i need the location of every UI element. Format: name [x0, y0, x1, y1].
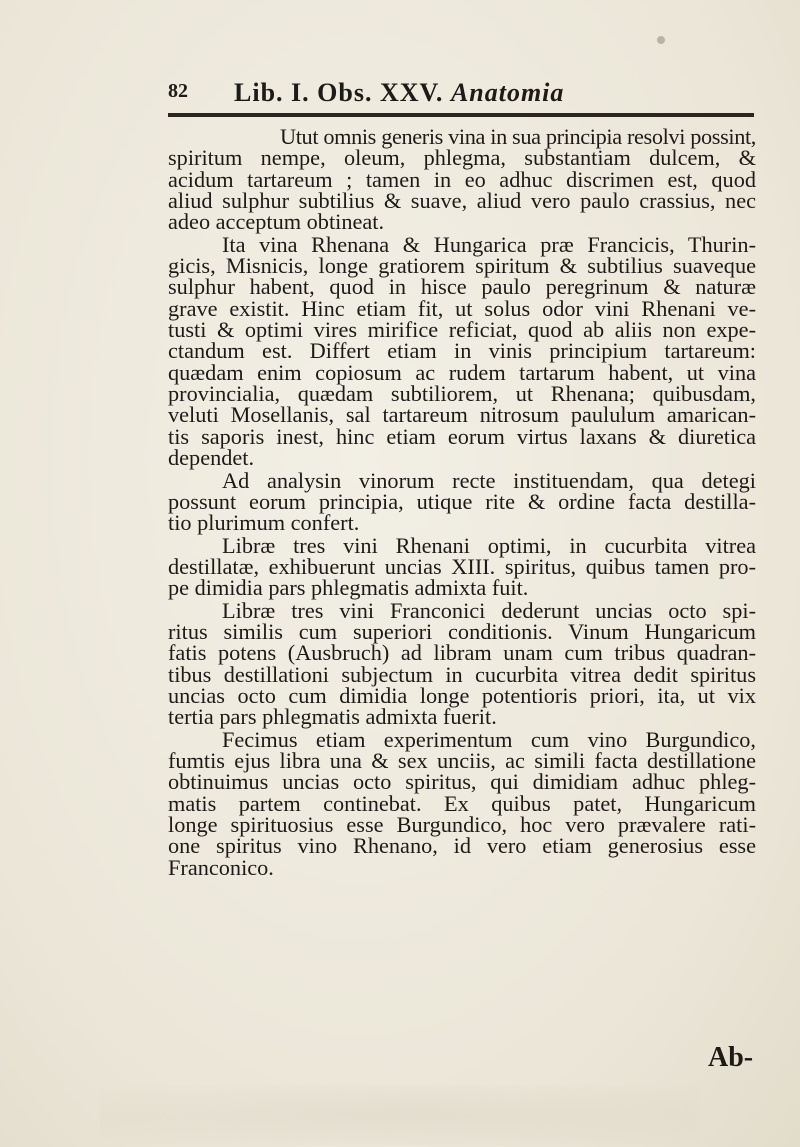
text-line: tis saporis inest, hinc etiam eorum virtus laxans & diuretica: [168, 423, 756, 449]
text-line: dependet.: [168, 445, 255, 471]
text-line: tio plurimum confert.: [168, 510, 360, 536]
text-line: fatis potens (Ausbruch) ad libram unam cum tribus quadran-: [168, 640, 756, 666]
text-line: matis partem continebat. Ex quibus patet, Hungaricum: [168, 790, 756, 816]
text-line: quædam enim copiosum ac rudem tartarum habent, ut vina: [168, 359, 756, 385]
text-line: Libræ tres vini Rhenani optimi, in cucurbita vitrea: [222, 532, 756, 558]
body-text: [168, 116, 756, 878]
ink-speck-decoration: [657, 36, 665, 44]
text-line: obtinuimus uncias octo spiritus, qui dimidiam adhuc phleg-: [168, 769, 756, 795]
paragraph: [168, 532, 756, 601]
text-line: ctandum est. Differt etiam in vinis principium tartareum:: [168, 338, 756, 364]
text-line: destillatæ, exhibuerunt uncias XIII. spiritus, quibus tamen pro-: [168, 553, 756, 579]
paragraph: [168, 126, 756, 233]
text-line: tertia pars phlegmatis admixta fuerit.: [168, 704, 497, 730]
text-line: Libræ tres vini Franconici dederunt uncias octo spi-: [222, 597, 756, 623]
text-line: longe spirituosius esse Burgundico, hoc vero prævalere rati-: [168, 812, 756, 837]
paragraph: [168, 231, 756, 471]
catchword: Ab-: [708, 1042, 754, 1073]
text-line: Franconico.: [168, 854, 274, 880]
text-line: Ad analysin vinorum recte instituendam, qua detegi: [222, 467, 756, 493]
text-line: gicis, Misnicis, longe gratiorem spiritum & subtilius suaveque: [168, 253, 756, 279]
text-line: possunt eorum principia, utique rite & ordine facta destilla-: [168, 488, 756, 514]
paragraph: [168, 726, 756, 880]
paragraph: [168, 467, 756, 536]
text-line: spiritum nempe, oleum, phlegma, substantiam dulcem, &: [168, 145, 756, 171]
text-line: tibus destillationi subjectum in cucurbita vitrea dedit spiritus: [168, 661, 756, 687]
text-line: adeo acceptum obtineat.: [168, 209, 385, 235]
text-line: Ita vina Rhenana & Hungarica præ Francicis, Thurin-: [222, 231, 756, 257]
text-line: uncias octo cum dimidia longe potentioris priori, ita, ut vix: [168, 682, 756, 708]
running-head: [234, 78, 564, 108]
text-line: pe dimidia pars phlegmatis admixta fuit.: [168, 575, 529, 601]
text-line: Fecimus etiam experimentum cum vino Burgundico,: [222, 726, 756, 752]
text-line: fumtis ejus libra una & sex unciis, ac simili facta destillatione: [168, 747, 756, 773]
running-head-title: Lib. I. Obs. XXV.: [234, 78, 444, 107]
text-line: Utut omnis generis vina in sua principia resolvi possint,: [280, 124, 756, 149]
text-line: ritus similis cum superiori conditionis. Vinum Hungaricum: [168, 618, 756, 644]
text-line: grave existit. Hinc etiam fit, ut solus odor vini Rhenani ve-: [168, 295, 756, 321]
text-line: sulphur habent, quod in hisce paulo peregrinum & naturæ: [168, 274, 756, 300]
running-head-italic: Anatomia: [450, 78, 565, 107]
text-line: veluti Mosellanis, sal tartareum nitrosum paululum amarican-: [168, 402, 756, 428]
paragraph: [168, 597, 756, 730]
paper-stain: [100, 1085, 700, 1145]
text-line: tusti & optimi vires mirifice reficiat, quod ab aliis non expe-: [168, 317, 756, 343]
text-line: one spiritus vino Rhenano, id vero etiam generosius esse: [168, 833, 756, 859]
page-number: 82: [168, 80, 188, 102]
text-line: acidum tartareum ; tamen in eo adhuc discrimen est, quod: [168, 166, 756, 192]
text-line: provincialia, quædam subtiliorem, ut Rhenana; quibusdam,: [168, 381, 756, 407]
text-line: aliud sulphur subtilius & suave, aliud vero paulo crassius, nec: [168, 188, 756, 214]
page-header: [168, 80, 754, 110]
